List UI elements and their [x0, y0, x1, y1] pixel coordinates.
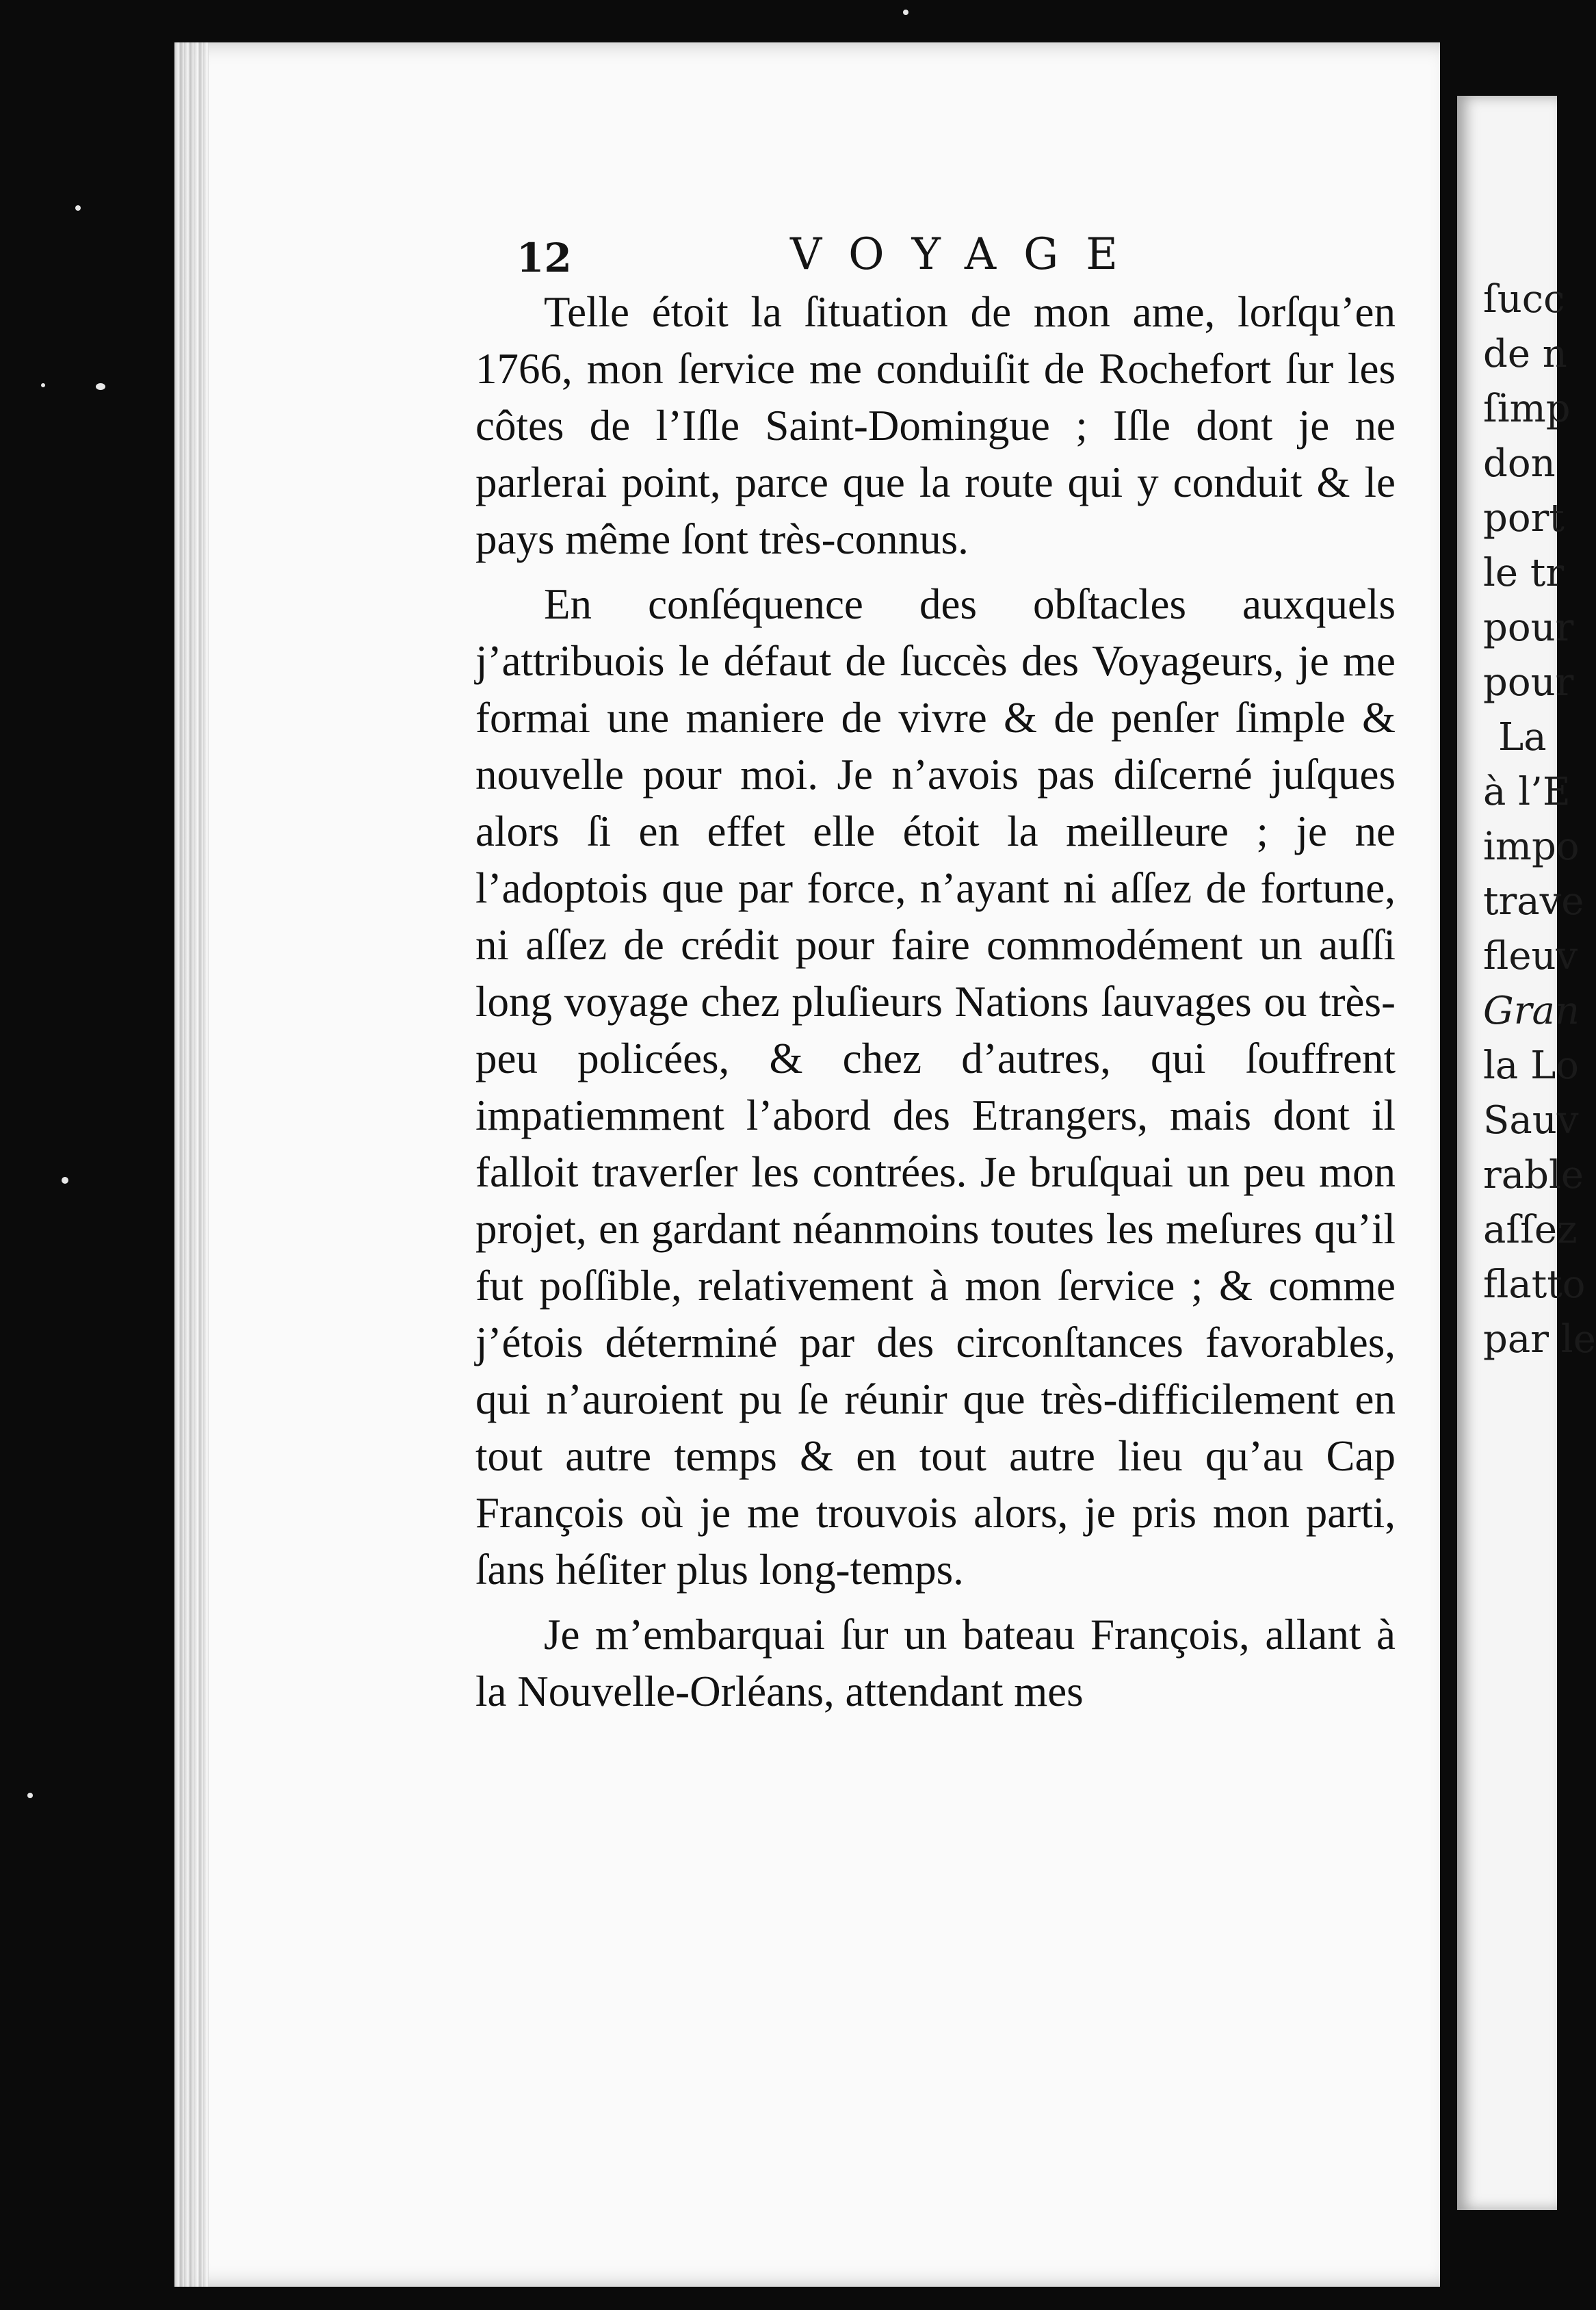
facing-page-line: impo — [1483, 825, 1580, 869]
facing-page-line: Sauv — [1483, 1098, 1579, 1143]
dust-speck — [75, 205, 81, 211]
dust-speck — [96, 383, 105, 390]
facing-page-line: pour — [1483, 660, 1574, 705]
facing-page-line: à l’E — [1483, 770, 1571, 814]
dust-speck — [903, 10, 908, 15]
facing-page-line: don — [1483, 441, 1556, 486]
facing-page-line: rable — [1483, 1153, 1584, 1197]
facing-page-line: Gran — [1483, 989, 1580, 1033]
paragraph: Je m’embarquai ſur un bateau François, allant à la Nouvelle-Orléans, attendant mes — [475, 1611, 1396, 1715]
dust-speck — [41, 383, 45, 387]
facing-page-line: le tr — [1483, 551, 1565, 595]
paragraph: En conſéquence des obſtacles auxquels j’attribuois le défaut de ſuccès des Voyageurs, je me formai une maniere de vivre & de penſer ſimple & nouvelle pour moi. Je n’avois pas diſcerné juſques alors ſi en effet elle étoit la meilleure ; je ne l’adoptois que par force, n’ayant ni aſſez de fortune, ni aſſez de crédit pour faire commodément un auſſi long voyage chez pluſieurs Nations ſauvages ou très-peu policées, & chez d’autres, qui ſouffrent impatiemment l’abord des Etrangers, mais dont il falloit traverſer les contrées. Je bruſquai un peu mon projet, en gardant néanmoins toutes les meſures qu’il fut poſſible, relativement à mon ſervice ; & comme j’étois déterminé par des circonſtances favorables, qui n’auroient pu ſe réunir que très-difficilement en tout autre temps & en tout autre lieu qu’au Cap François où je me trouvois alors, je pris mon parti, ſans héſiter plus long-temps. — [475, 580, 1396, 1594]
running-head: VOYAGE — [790, 229, 1145, 280]
facing-page-line: ſucc — [1483, 277, 1565, 322]
facing-page-edge — [1457, 96, 1596, 2210]
facing-page-line: par le — [1483, 1317, 1596, 1362]
facing-page-line: aſſez — [1483, 1208, 1578, 1252]
page-header — [516, 229, 1201, 291]
dust-speck — [27, 1793, 33, 1798]
page-number: 12 — [516, 235, 572, 281]
facing-page-line: de n — [1483, 332, 1567, 376]
facing-page-line: ſimp — [1483, 387, 1571, 431]
facing-page-line: port — [1483, 496, 1565, 541]
facing-page-line: La — [1498, 715, 1547, 760]
facing-page-line: fleuv — [1483, 934, 1578, 978]
body-text — [475, 284, 1396, 1728]
facing-page-line: la Lo — [1483, 1043, 1579, 1088]
facing-page-line: pour — [1483, 606, 1574, 650]
dust-speck — [62, 1177, 68, 1184]
facing-page-line: trave — [1483, 879, 1584, 924]
page-gutter — [174, 42, 209, 2287]
facing-page-line: flatto — [1483, 1262, 1586, 1307]
paragraph: Telle étoit la ſituation de mon ame, lorſqu’en 1766, mon ſervice me conduiſit de Rochefort ſur les côtes de l’Iſle Saint-Domingue ; Iſle dont je ne parlerai point, parce que la route qui y conduit & le pays même ſont très-connus. — [475, 288, 1396, 563]
